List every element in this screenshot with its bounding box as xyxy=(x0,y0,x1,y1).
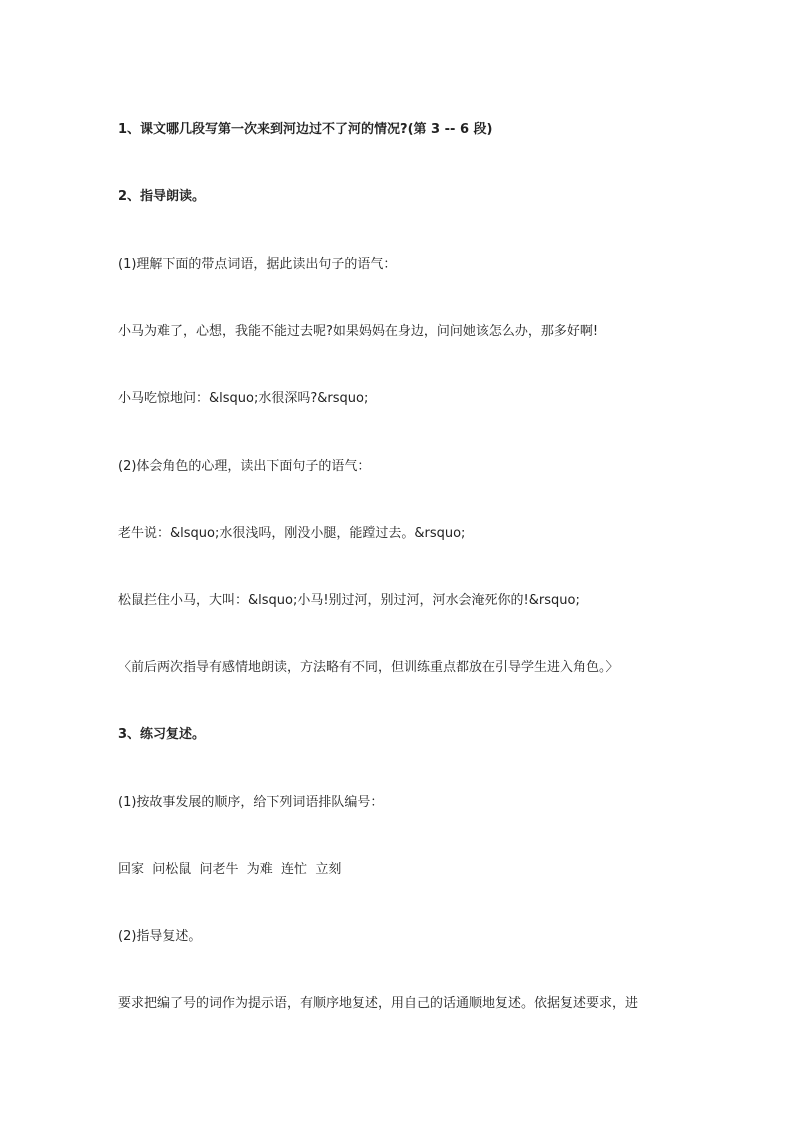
subsection-3-2: (2)指导复述。 xyxy=(118,929,202,944)
quote-squirrel: 松鼠拦住小马，大叫：&lsquo;小马!别过河，别过河，河水会淹死你的!&rsquo; xyxy=(118,593,580,608)
retelling-requirement: 要求把编了号的词作为提示语，有顺序地复述，用自己的话通顺地复述。依据复述要求，进 xyxy=(118,996,639,1011)
teaching-note: 〈前后两次指导有感情地朗读，方法略有不同，但训练重点都放在引导学生进入角色。〉 xyxy=(118,660,619,675)
word-list: 回家 问松鼠 问老牛 为难 连忙 立刻 xyxy=(118,862,342,877)
section-3-heading: 3、练习复述。 xyxy=(118,727,206,742)
question-1: 1、课文哪几段写第一次来到河边过不了河的情况?(第 3 -- 6 段) xyxy=(118,122,493,137)
subsection-2-2: (2)体会角色的心理，读出下面句子的语气： xyxy=(118,459,371,474)
subsection-3-1: (1)按故事发展的顺序，给下列词语排队编号： xyxy=(118,795,384,810)
quote-old-ox: 老牛说：&lsquo;水很浅吗，刚没小腿，能蹚过去。&rsquo; xyxy=(118,526,466,541)
subsection-2-1: (1)理解下面的带点词语，据此读出句子的语气： xyxy=(118,257,397,272)
quote-xiaoma-asks: 小马吃惊地问：&lsquo;水很深吗?&rsquo; xyxy=(118,391,369,406)
quote-xiaoma-hesitates: 小马为难了，心想，我能不能过去呢?如果妈妈在身边，问问她该怎么办，那多好啊! xyxy=(118,324,599,339)
section-2-heading: 2、指导朗读。 xyxy=(118,189,206,204)
